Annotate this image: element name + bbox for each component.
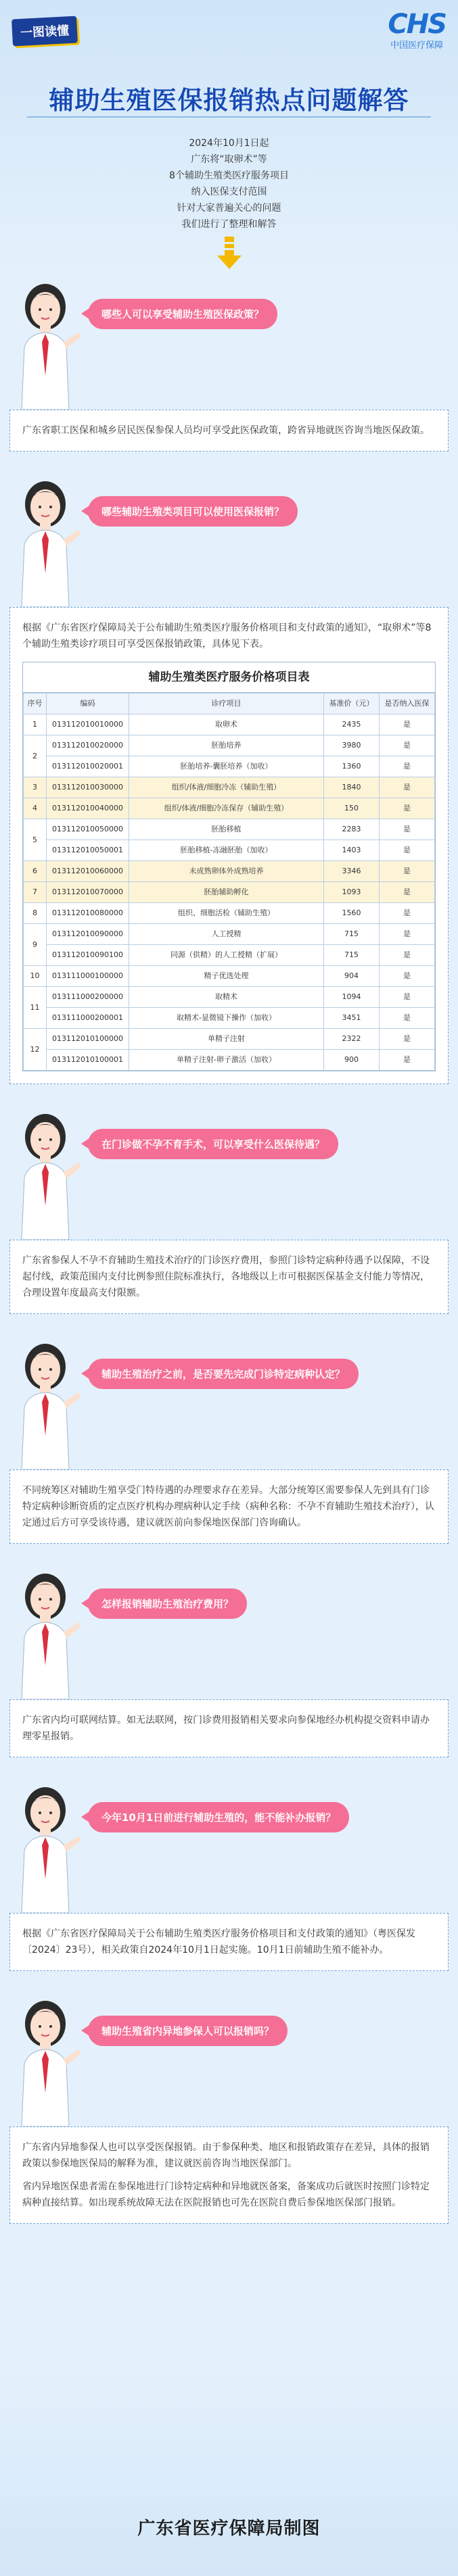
cell-ins: 是 [380,756,435,777]
answer-box-1 [9,410,449,452]
cell-price: 1094 [324,987,380,1008]
cell-item: 胚胎培养 [129,735,324,756]
question-bubble: 哪些辅助生殖类项目可以使用医保报销？ [88,496,298,527]
question-row-5 [0,1564,458,1699]
down-arrow-icon [0,237,458,274]
table-row [24,987,435,1008]
cell-no: 2 [24,735,47,777]
cell-no: 10 [24,966,47,987]
cell-price: 1560 [324,903,380,924]
table-row [24,756,435,777]
cell-ins: 是 [380,1050,435,1071]
col-header: 诊疗项目 [129,694,324,714]
answer-text: 广东省职工医保和城乡居民医保参保人员均可享受此医保政策，跨省异地就医咨询当地医保政策。 [22,425,430,436]
cell-item: 取卵术 [129,714,324,735]
cell-code: 013112010100000 [47,1029,129,1050]
cell-code: 013112010070000 [47,882,129,903]
cell-price: 3980 [324,735,380,756]
intro-line: 我们进行了整理和解答 [181,219,277,230]
table-row [24,924,435,945]
cell-code: 013112010050000 [47,819,129,840]
table-row [24,882,435,903]
cell-price: 900 [324,1050,380,1071]
cell-price: 3346 [324,861,380,882]
question-row-7 [0,1991,458,2127]
col-header: 是否纳入医保 [380,694,435,714]
cell-no: 12 [24,1029,47,1071]
presenter-woman-icon [8,1104,83,1240]
cell-item: 组织、细胞活检（辅助生殖） [129,903,324,924]
cell-item: 取精术 [129,987,324,1008]
question-bubble: 怎样报销辅助生殖治疗费用？ [88,1588,247,1619]
footer-credit: 广东省医疗保障局制图 [137,2519,321,2539]
cell-code: 013112010030000 [47,777,129,798]
cell-item: 胚胎培养-囊胚培养（加收） [129,756,324,777]
cell-no: 9 [24,924,47,966]
cell-price: 3451 [324,1008,380,1029]
cell-code: 013112010090000 [47,924,129,945]
table-header-row [24,694,435,714]
cell-code: 013112010100001 [47,1050,129,1071]
cell-no: 11 [24,987,47,1029]
cell-item: 胚胎辅助孵化 [129,882,324,903]
table-row [24,777,435,798]
title-divider [27,116,431,118]
answer-box-5 [9,1699,449,1757]
answer-box-2 [9,607,449,1084]
answer-box-6 [9,1913,449,1971]
table-row [24,945,435,966]
answer-text: 根据《广东省医疗保障局关于公布辅助生殖类医疗服务价格项目和支付政策的通知》，“取卵术”等8个辅助生殖类诊疗项目可享受医保报销政策，具体见下表。 [22,623,432,650]
question-bubble: 辅助生殖治疗之前，是否要先完成门诊特定病种认定？ [88,1359,359,1389]
logo-subtitle: 中国医疗保障 [390,41,444,51]
intro-line: 广东将“取卵术”等 [191,154,267,165]
cell-price: 1403 [324,840,380,861]
answer-text: 广东省内均可联网结算。如无法联网，按门诊费用报销相关要求向参保地经办机构提交资料申请办理零星报销。 [22,1715,430,1742]
cell-ins: 是 [380,924,435,945]
cell-no: 1 [24,714,47,735]
cell-price: 2322 [324,1029,380,1050]
presenter-woman-icon [8,274,83,410]
intro-line: 针对大家普遍关心的问题 [177,203,281,214]
table-row [24,819,435,840]
cell-code: 013111000200000 [47,987,129,1008]
question-row-3 [0,1104,458,1240]
cell-code: 013112010040000 [47,798,129,819]
cell-no: 3 [24,777,47,798]
answer-text: 广东省内异地参保人也可以享受医保报销。由于参保种类、地区和报销政策存在差异，具体的报销政策以参保地医保局的解释为准，建议就医前咨询当地医保部门。 [22,2142,430,2169]
table-row [24,735,435,756]
cell-no: 5 [24,819,47,861]
answer-text: 省内异地医保患者需在参保地进行门诊特定病种和异地就医备案，备案成功后就医时按照门诊特定病种直接结算。如出现系统故障无法在医院报销也可先在医院自费后参保地医保部门报销。 [22,2181,430,2208]
answer-box-4 [9,1469,449,1544]
cell-code: 013112010060000 [47,861,129,882]
cell-price: 715 [324,945,380,966]
cell-ins: 是 [380,945,435,966]
cell-item: 组织/体液/细胞冷冻（辅助生殖） [129,777,324,798]
answer-text: 广东省参保人不孕不育辅助生殖技术治疗的门诊医疗费用，参照门诊特定病种待遇予以保障，不设起付线，政策范围内支付比例参照住院标准执行，各地级以上市可根据医保基金支付能力等情况，合理设置年度最高支付限额。 [22,1255,430,1298]
table-row [24,903,435,924]
question-bubble: 哪些人可以享受辅助生殖医保政策？ [88,299,277,329]
cell-ins: 是 [380,882,435,903]
col-header: 编码 [47,694,129,714]
presenter-woman-icon [8,472,83,607]
intro-line: 纳入医保支付范围 [191,187,267,197]
cell-price: 1093 [324,882,380,903]
question-row-1 [0,274,458,410]
presenter-woman-icon [8,1991,83,2127]
cell-price: 150 [324,798,380,819]
cell-item: 同源（供精）的人工授精（扩展） [129,945,324,966]
cell-item: 未成熟卵体外成熟培养 [129,861,324,882]
cell-ins: 是 [380,966,435,987]
cell-code: 013111000100000 [47,966,129,987]
table-row [24,966,435,987]
question-bubble: 辅助生殖省内异地参保人可以报销吗？ [88,2016,288,2046]
cell-no: 6 [24,861,47,882]
cell-price: 904 [324,966,380,987]
cell-item: 胚胎移植-冻融胚胎（加收） [129,840,324,861]
cell-code: 013112010010000 [47,714,129,735]
cell-ins: 是 [380,903,435,924]
table-row [24,840,435,861]
header [0,0,458,135]
table-row [24,1008,435,1029]
table-row [24,798,435,819]
cell-code: 013112010050001 [47,840,129,861]
cell-item: 人工授精 [129,924,324,945]
badge-yitu-dudong: 一图读懂 [12,16,78,47]
table-row [24,1050,435,1071]
cell-no: 4 [24,798,47,819]
answer-text: 不同统筹区对辅助生殖享受门特待遇的办理要求存在差异。大部分统筹区需要参保人先到具有门诊特定病种诊断资质的定点医疗机构办理病种认定手续（病种名称：不孕不育辅助生殖技术治疗），认定通过后方可享受该待遇，建议就医前向参保地医保部门咨询确认。 [22,1485,434,1528]
intro-line: 8个辅助生殖类医疗服务项目 [169,170,289,181]
table-row [24,861,435,882]
cell-no: 7 [24,882,47,903]
answer-box-7 [9,2127,449,2224]
answer-box-3 [9,1240,449,1314]
cell-item: 取精术-显微镜下操作（加收） [129,1008,324,1029]
question-row-2 [0,472,458,607]
logo-mark: CHS [388,9,446,40]
cell-item: 单精子注射 [129,1029,324,1050]
cell-code: 013112010090100 [47,945,129,966]
cell-ins: 是 [380,987,435,1008]
cell-item: 精子优选处理 [129,966,324,987]
cell-no: 8 [24,903,47,924]
cell-price: 2283 [324,819,380,840]
cell-price: 2435 [324,714,380,735]
cell-ins: 是 [380,777,435,798]
cell-code: 013112010020000 [47,735,129,756]
chs-logo [388,9,446,51]
cell-ins: 是 [380,1008,435,1029]
table-title: 辅助生殖类医疗服务价格项目表 [23,662,435,693]
cell-price: 1360 [324,756,380,777]
question-bubble: 今年10月1日前进行辅助生殖的，能不能补办报销？ [88,1802,349,1832]
cell-ins: 是 [380,840,435,861]
page-title: 辅助生殖医保报销热点问题解答 [49,86,409,115]
col-header: 基准价（元） [324,694,380,714]
price-table [22,662,436,1071]
cell-code: 013112010020001 [47,756,129,777]
table-row [24,1029,435,1050]
cell-ins: 是 [380,714,435,735]
col-header: 序号 [24,694,47,714]
cell-ins: 是 [380,735,435,756]
table-grid [23,693,435,1071]
cell-ins: 是 [380,861,435,882]
cell-item: 单精子注射-卵子激活（加收） [129,1050,324,1071]
question-row-4 [0,1334,458,1469]
cell-price: 1840 [324,777,380,798]
intro-line: 2024年10月1日起 [189,138,269,149]
cell-item: 组织/体液/细胞冷冻保存（辅助生殖） [129,798,324,819]
presenter-woman-icon [8,1564,83,1699]
presenter-woman-icon [8,1334,83,1469]
intro-text [0,135,458,233]
answer-text: 根据《广东省医疗保障局关于公布辅助生殖类医疗服务价格项目和支付政策的通知》（粤医保发〔2024〕23号），相关政策自2024年10月1日起实施。10月1日前辅助生殖不能补办。 [22,1928,415,1955]
table-row [24,714,435,735]
cell-ins: 是 [380,819,435,840]
cell-ins: 是 [380,798,435,819]
presenter-woman-icon [8,1778,83,1913]
cell-price: 715 [324,924,380,945]
cell-ins: 是 [380,1029,435,1050]
table-body [24,714,435,1071]
question-bubble: 在门诊做不孕不育手术，可以享受什么医保待遇？ [88,1129,338,1159]
cell-code: 013111000200001 [47,1008,129,1029]
question-row-6 [0,1778,458,1913]
cell-code: 013112010080000 [47,903,129,924]
cell-item: 胚胎移植 [129,819,324,840]
